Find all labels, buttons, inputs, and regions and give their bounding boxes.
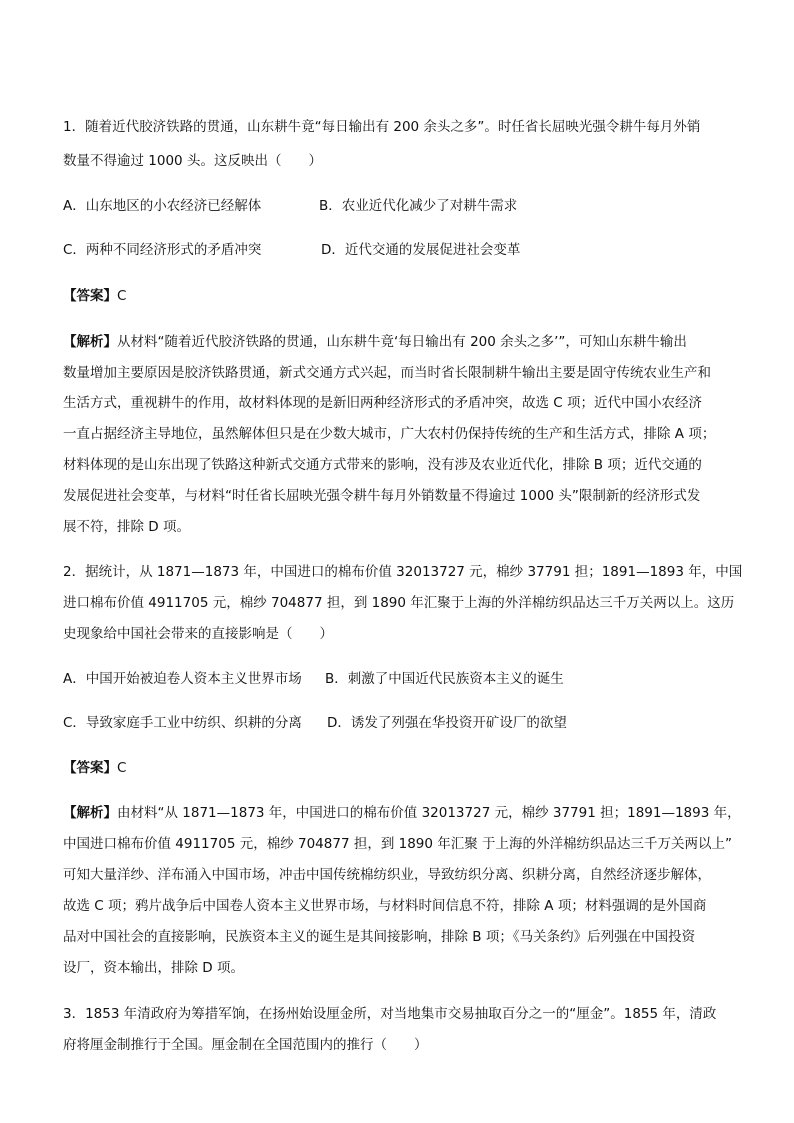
q2-analysis-line-5: 品对中国社会的直接影响，民族资本主义的诞生是其间接影响，排除 B 项；《马关条约》后列强在中国投资 <box>63 929 696 945</box>
q2-stem-line-1: 2．据统计，从 1871—1873 年，中国进口的棉布价值 32013727 元，棉纱 37791 担；1891—1893 年，中国 <box>63 564 743 580</box>
q1-analysis-line-6: 发展促进社会变革，与材料“时任省长屈映光强令耕牛每月外销数量不得逾过 1000 头”限制新的经济形式发 <box>63 488 701 504</box>
q1-analysis-line-3: 生活方式，重视耕牛的作用，故材料体现的是新旧两种经济形式的矛盾冲突，故选 C 项；近代中国小农经济 <box>63 395 703 411</box>
q3-stem-line-1: 3．1853 年清政府为筹措军饷，在扬州始设厘金所，对当地集市交易抽取百分之一的“厘金”。1855 年，清政 <box>63 1006 717 1022</box>
q2-answer <box>63 759 753 777</box>
q2-analysis-line-6: 设厂，资本输出，排除 D 项。 <box>63 960 244 976</box>
q2-stem-line-2: 进口棉布价值 4911705 元，棉纱 704877 担，到 1890 年汇聚于上海的外洋棉纺织品达三千万关两以上。这历 <box>63 595 735 611</box>
q2-stem-line-3: 史现象给中国社会带来的直接影响是（ ） <box>63 626 333 642</box>
q2-analysis-text-1: 由材料“从 1871—1873 年，中国进口的棉布价值 32013727 元，棉纱 37791 担；1891—1893 年， <box>117 805 741 821</box>
q1-option-a: A．山东地区的小农经济已经解体 <box>63 198 262 214</box>
q1-analysis-line-4: 一直占据经济主导地位，虽然解体但只是在少数大城市，广大农村仍保持传统的生产和生活方式，排除 A 项； <box>63 426 716 442</box>
q2-analysis-line-2: 中国进口棉布价值 4911705 元，棉纱 704877 担，到 1890 年汇聚 于上海的外洋棉纺织品达三千万关两以上” <box>63 836 733 852</box>
q2-option-b: B．刺激了中国近代民族资本主义的诞生 <box>325 671 564 687</box>
q1-analysis-text-1: 从材料“随着近代胶济铁路的贯通，山东耕牛竟‘每日输出有 200 余头之多’”，可知山东耕牛输出 <box>117 334 687 350</box>
q2-analysis-line-1 <box>63 804 753 822</box>
q1-stem-line-2: 数量不得逾过 1000 头。这反映出（ ） <box>63 153 322 169</box>
q1-stem-line-1: 1．随着近代胶济铁路的贯通，山东耕牛竟“每日输出有 200 余头之多”。时任省长屈映光强令耕牛每月外销 <box>63 119 701 135</box>
q1-option-d: D．近代交通的发展促进社会变革 <box>321 242 521 258</box>
q1-analysis-tag: 【解析】 <box>63 334 117 350</box>
q1-analysis-line-5: 材料体现的是山东出现了铁路这种新式交通方式带来的影响，没有涉及农业近代化，排除 B 项；近代交通的 <box>63 457 702 473</box>
q3-stem-line-2: 府将厘金制推行于全国。厘金制在全国范围内的推行（ ） <box>63 1037 428 1053</box>
q1-option-c: C．两种不同经济形式的矛盾冲突 <box>63 242 262 258</box>
q1-answer <box>63 287 753 305</box>
q1-analysis-line-7: 展不符，排除 D 项。 <box>63 519 190 535</box>
q2-analysis-tag: 【解析】 <box>63 805 117 821</box>
q2-option-a: A．中国开始被迫卷人资本主义世界市场 <box>63 671 302 687</box>
q2-option-c: C．导致家庭手工业中纺织、织耕的分离 <box>63 715 302 731</box>
q1-answer-value: C <box>117 288 127 304</box>
q2-option-d: D．诱发了列强在华投资开矿设厂的欲望 <box>327 715 567 731</box>
q1-option-b: B．农业近代化减少了对耕牛需求 <box>319 198 518 214</box>
q2-answer-tag: 【答案】 <box>63 760 117 776</box>
q1-answer-tag: 【答案】 <box>63 288 117 304</box>
q2-analysis-line-3: 可知大量洋纱、洋布涌入中国市场，冲击中国传统棉纺织业，导致纺织分离、织耕分离，自然经济逐步解体， <box>63 867 711 883</box>
q2-analysis-line-4: 故选 C 项；鸦片战争后中国卷人资本主义世界市场，与材料时间信息不符，排除 A 项；材料强调的是外国商 <box>63 898 707 914</box>
q1-analysis-line-2: 数量增加主要原因是胶济铁路贯通，新式交通方式兴起，而当时省长限制耕牛输出主要是固守传统农业生产和 <box>63 365 711 381</box>
q1-analysis-line-1 <box>63 333 753 351</box>
q2-answer-value: C <box>117 760 127 776</box>
